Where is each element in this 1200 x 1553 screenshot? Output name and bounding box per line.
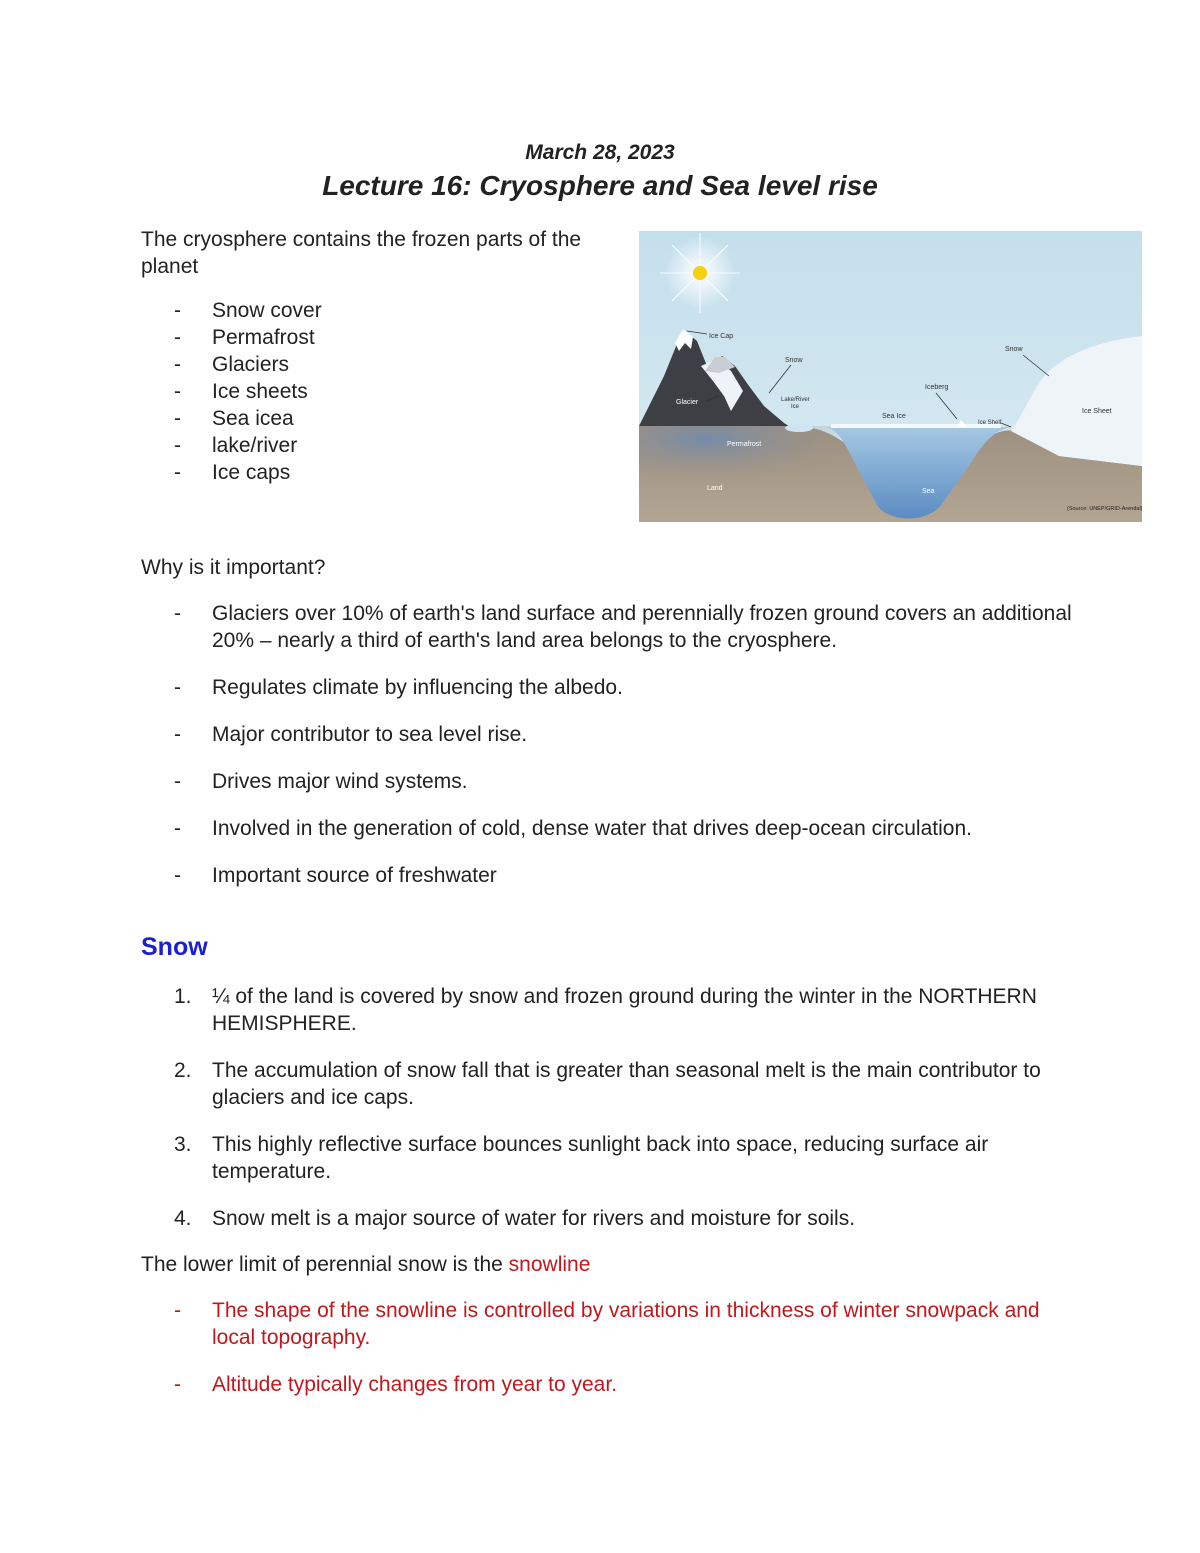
lecture-date: March 28, 2023 (525, 141, 675, 164)
number-marker: 2. (174, 1059, 192, 1082)
dash-marker: - (174, 1373, 181, 1396)
label-lake-river-ice-2: Ice (791, 404, 800, 410)
list-item (141, 432, 322, 459)
list-item-text: lake/river (212, 434, 298, 457)
label-lake-river-ice: Lake/River (781, 397, 810, 403)
label-sea: Sea (922, 488, 935, 495)
label-ice-sheet: Ice Sheet (1082, 408, 1112, 415)
list-item (141, 378, 322, 405)
dash-marker: - (174, 1299, 181, 1322)
list-item-text: This highly reflective surface bounces sunlight back into space, reducing surface air temperature. (212, 1133, 989, 1183)
dash-marker: - (174, 326, 181, 349)
dash-marker: - (174, 461, 181, 484)
label-ice-cap: Ice Cap (709, 333, 734, 340)
dash-marker: - (174, 407, 181, 430)
dash-marker: - (174, 676, 181, 699)
list-item (141, 1057, 1081, 1111)
cryosphere-diagram (639, 231, 1142, 522)
label-land: Land (707, 485, 723, 492)
dash-marker: - (174, 817, 181, 840)
list-item-text: Important source of freshwater (212, 864, 497, 887)
list-item (141, 768, 1081, 795)
list-item-text: Drives major wind systems. (212, 770, 468, 793)
label-sea-ice: Sea Ice (882, 413, 906, 420)
dash-marker: - (174, 299, 181, 322)
snow-facts-list (141, 983, 1081, 1252)
list-item (141, 1371, 1081, 1398)
snowline-list (141, 1297, 1081, 1418)
snowline-term: snowline (508, 1253, 591, 1276)
importance-list (141, 600, 1081, 909)
list-item-text: The shape of the snowline is controlled by variations in thickness of winter snowpack and local topography. (212, 1299, 1040, 1349)
label-glacier: Glacier (676, 399, 699, 406)
label-permafrost: Permafrost (727, 441, 762, 448)
list-item-text: Altitude typically changes from year to year. (212, 1373, 618, 1396)
lake-river-ice (785, 424, 813, 432)
number-marker: 4. (174, 1207, 192, 1230)
label-source: (Source: UNEP/GRID-Arendal) (1067, 506, 1142, 512)
list-item (141, 1205, 1081, 1232)
list-item-text: The accumulation of snow fall that is greater than seasonal melt is the main contributor to glaciers and ice caps. (212, 1059, 1041, 1109)
dash-marker: - (174, 434, 181, 457)
permafrost-region (639, 426, 864, 492)
dash-marker: - (174, 380, 181, 403)
label-iceberg: Iceberg (925, 384, 949, 391)
list-item (141, 1131, 1081, 1185)
list-item (141, 297, 322, 324)
list-item (141, 815, 1081, 842)
dash-marker: - (174, 770, 181, 793)
why-important-question: Why is it important? (141, 556, 326, 579)
list-item (141, 983, 1081, 1037)
list-item (141, 721, 1081, 748)
snow-heading: Snow (141, 933, 208, 961)
list-item (141, 324, 322, 351)
intro-paragraph: The cryosphere contains the frozen parts of the planet (141, 228, 582, 278)
list-item (141, 405, 322, 432)
label-snow-left: Snow (785, 357, 803, 364)
list-item-text: Ice caps (212, 461, 291, 484)
list-item-text: ¼ of the land is covered by snow and frozen ground during the winter in the NORTHERN HEMISPHERE. (212, 985, 1037, 1035)
dash-marker: - (174, 602, 181, 625)
list-item-text: Glaciers (212, 353, 290, 376)
list-item (141, 600, 1081, 654)
snowline-intro-text: The lower limit of perennial snow is the (141, 1253, 509, 1276)
list-item (141, 674, 1081, 701)
sea-ice-strip (831, 424, 1001, 428)
dash-marker: - (174, 723, 181, 746)
sun-icon (660, 233, 740, 313)
list-item (141, 351, 322, 378)
dash-marker: - (174, 864, 181, 887)
list-item-text: Snow melt is a major source of water for rivers and moisture for soils. (212, 1207, 856, 1230)
list-item (141, 862, 1081, 889)
number-marker: 1. (174, 985, 192, 1008)
list-item-text: Ice sheets (212, 380, 308, 403)
list-item-text: Permafrost (212, 326, 315, 349)
lecture-title: Lecture 16: Cryosphere and Sea level rise (322, 170, 878, 201)
list-item-text: Sea icea (212, 407, 294, 430)
snowline-intro (141, 1251, 590, 1278)
list-item (141, 459, 322, 486)
list-item-text: Regulates climate by influencing the albedo. (212, 676, 623, 699)
number-marker: 3. (174, 1133, 192, 1156)
dash-marker: - (174, 353, 181, 376)
list-item-text: Glaciers over 10% of earth's land surface and perennially frozen ground covers an additional 20% – nearly a third of earth's land area belongs to the cryosphere. (212, 602, 1072, 652)
list-item (141, 1297, 1081, 1351)
label-snow-right: Snow (1005, 346, 1023, 353)
label-ice-shelf: Ice Shelf (978, 420, 1002, 426)
list-item-text: Major contributor to sea level rise. (212, 723, 528, 746)
list-item-text: Involved in the generation of cold, dense water that drives deep-ocean circulation. (212, 817, 972, 840)
list-item-text: Snow cover (212, 299, 322, 322)
cryosphere-components-list (141, 297, 322, 486)
